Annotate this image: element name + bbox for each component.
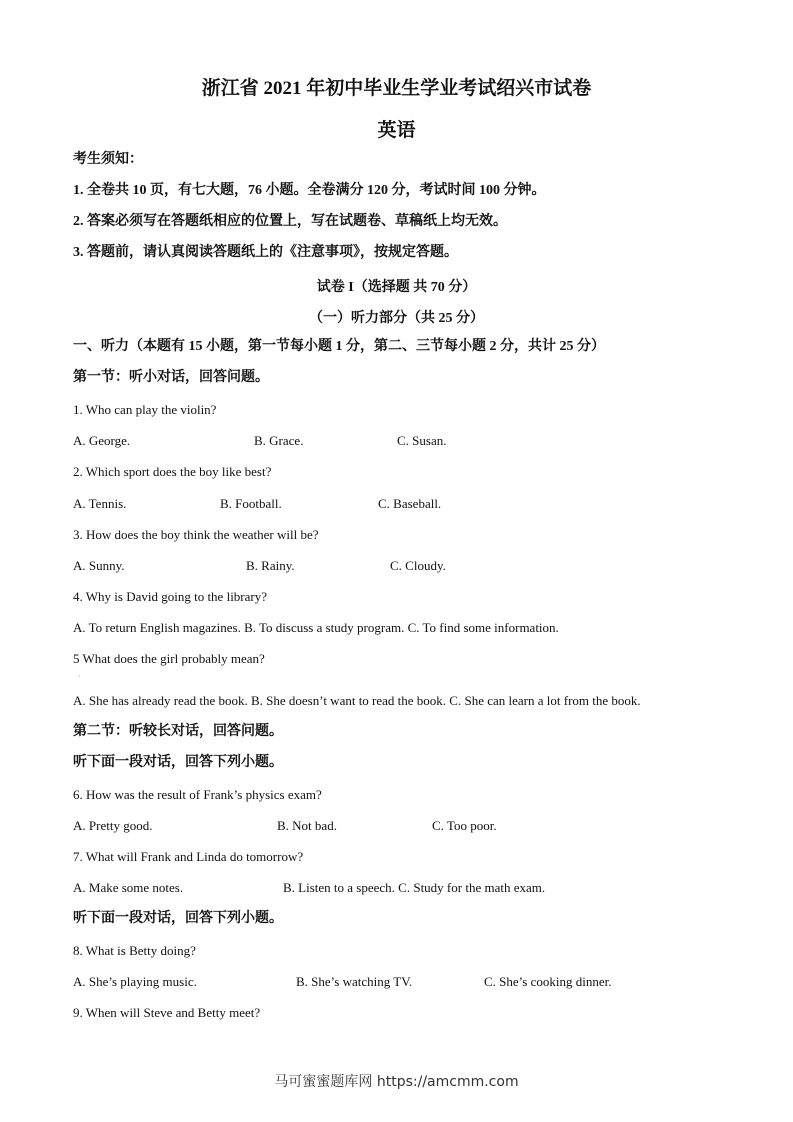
answer-option: C. Too poor. [432,818,497,833]
listening-instruction: 一、听力（本题有 15 小题，第一节每小题 1 分，第二、三节每小题 2 分，共计 25 分） [73,339,605,354]
answer-option: C. She’s cooking dinner. [484,974,612,989]
question-text: 8. What is Betty doing? [73,943,196,958]
listen-prompt: 听下面一段对话，回答下列小题。 [73,755,283,770]
answer-option: B. Grace. [254,433,304,448]
answer-option: A. George. [73,433,131,448]
answer-option: A. Pretty good. [73,818,153,833]
notice-item: 3. 答题前，请认真阅读答题纸上的《注意事项》，按规定答题。 [73,245,458,260]
notice-heading: 考生须知： [73,152,143,167]
question-text: 5 What does the girl probably mean? [73,651,265,666]
section-title: （一）听力部分（共 25 分） [309,311,484,326]
stray-mark: · [78,672,81,681]
answer-option: A. To return English magazines. B. To discuss a study program. C. To find some information. [73,620,559,635]
section2-heading: 第二节：听较长对话，回答问题。 [73,724,283,739]
exam-title: 浙江省 2021 年初中毕业生学业考试绍兴市试卷 [201,78,592,99]
question-text: 7. What will Frank and Linda do tomorrow? [73,849,304,864]
question-text: 6. How was the result of Frank’s physics exam? [73,787,322,802]
subject-title: 英语 [377,120,416,141]
notice-item: 1. 全卷共 10 页，有七大题，76 小题。全卷满分 120 分，考试时间 100 分钟。 [73,183,546,198]
answer-option: B. Listen to a speech. C. Study for the math exam. [283,880,546,895]
answer-option: B. Rainy. [246,558,295,573]
answer-option: B. Not bad. [277,818,337,833]
answer-option: B. She’s watching TV. [296,974,413,989]
answer-option: A. She’s playing music. [73,974,197,989]
answer-option: A. She has already read the book. B. She doesn’t want to read the book. C. She can learn a lot from the book. [73,693,641,708]
question-text: 3. How does the boy think the weather will be? [73,527,319,542]
question-text: 9. When will Steve and Betty meet? [73,1005,261,1020]
notice-item: 2. 答案必须写在答题纸相应的位置上，写在试题卷、草稿纸上均无效。 [73,214,507,229]
answer-option: B. Football. [220,496,282,511]
answer-option: A. Tennis. [73,496,127,511]
section1-heading: 第一节：听小对话，回答问题。 [73,370,269,385]
answer-option: C. Susan. [397,433,447,448]
part-title: 试卷 I（选择题 共 70 分） [316,280,477,295]
listen-prompt: 听下面一段对话，回答下列小题。 [73,911,283,926]
answer-option: C. Cloudy. [390,558,446,573]
question-text: 4. Why is David going to the library? [73,589,268,604]
question-text: 1. Who can play the violin? [73,402,217,417]
answer-option: C. Baseball. [378,496,442,511]
answer-option: A. Make some notes. [73,880,184,895]
question-text: 2. Which sport does the boy like best? [73,464,272,479]
footer-watermark: 马可蜜蜜题库网 https://amcmm.com [274,1074,519,1090]
answer-option: A. Sunny. [73,558,125,573]
